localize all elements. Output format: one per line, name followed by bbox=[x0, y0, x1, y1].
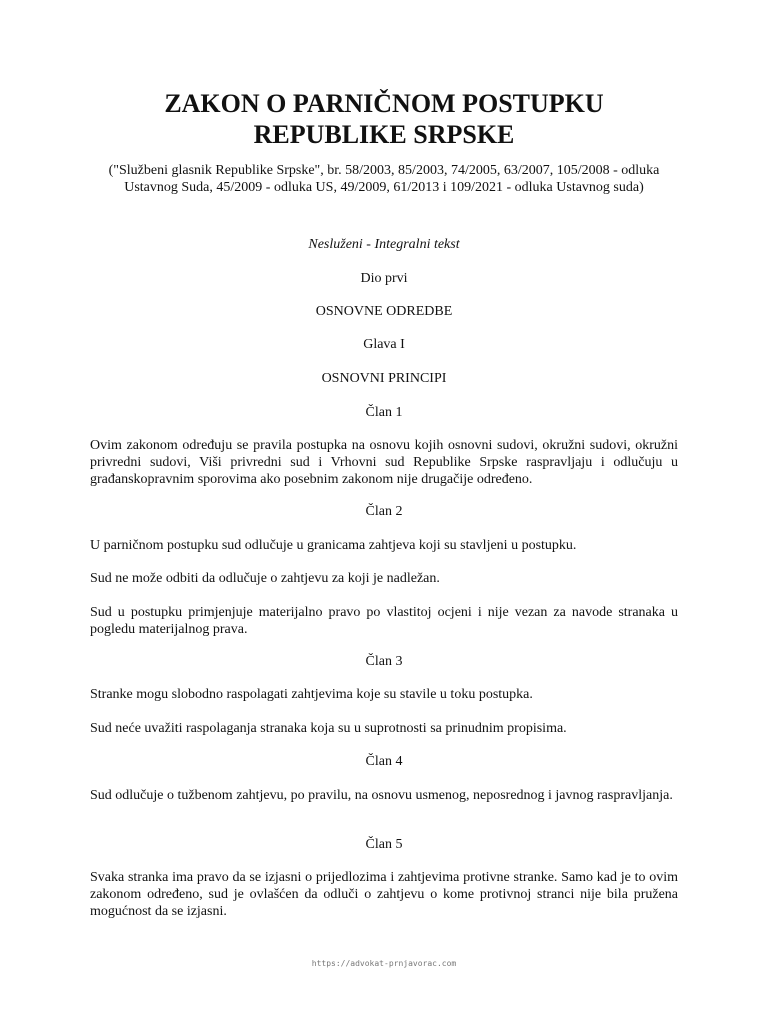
article-paragraph: Sud odlučuje o tužbenom zahtjevu, po pravilu, na osnovu usmenog, neposrednog i javnog raspravljanja. bbox=[90, 788, 673, 803]
article-paragraph: Sud neće uvažiti raspolaganja stranaka koja su u suprotnosti sa prinudnim propisima. bbox=[90, 721, 567, 736]
gazette-reference: ("Službeni glasnik Republike Srpske", br. 58/2003, 85/2003, 74/2005, 63/2007, 105/2008 - odluka Ustavnog Suda, 45/2009 - odluka US, 49/2009, 61/2013 i 109/2021 - odluka Ustavnog suda) bbox=[108, 163, 660, 195]
footer-url: https://advokat-prnjavorac.com bbox=[311, 959, 457, 968]
article-paragraph: Sud ne može odbiti da odlučuje o zahtjevu za koji je nadležan. bbox=[90, 571, 440, 586]
part-label: Dio prvi bbox=[360, 271, 408, 286]
article-paragraph: Stranke mogu slobodno raspolagati zahtjevima koje su stavile u toku postupka. bbox=[90, 687, 533, 702]
article-paragraph: U parničnom postupku sud odlučuje u granicama zahtjeva koji su stavljeni u postupku. bbox=[90, 538, 577, 553]
article-heading: Član 1 bbox=[365, 405, 403, 420]
article-paragraph: Svaka stranka ima pravo da se izjasni o prijedlozima i zahtjevima protivne stranke. Samo kad je to ovim zakonom određeno, sud je ovlašćen da odluči o zahtjevu o kome protivnoj stranci nije bila pružena mogućnost da se izjasni. bbox=[90, 870, 678, 919]
article-paragraph: Sud u postupku primjenjuje materijalno pravo po vlastitoj ocjeni i nije vezan za navode stranaka u pogledu materijalnog prava. bbox=[90, 605, 678, 637]
chapter-label: Glava I bbox=[363, 337, 405, 352]
document-title-line2: REPUBLIKE SRPSKE bbox=[253, 120, 515, 149]
article-heading: Član 2 bbox=[365, 504, 403, 519]
article-heading: Član 4 bbox=[365, 754, 403, 769]
unofficial-note: Nesluženi - Integralni tekst bbox=[308, 237, 460, 252]
article-heading: Član 3 bbox=[365, 654, 403, 669]
document-title-line1: ZAKON O PARNIČNOM POSTUPKU bbox=[164, 89, 604, 118]
article-heading: Član 5 bbox=[365, 837, 403, 852]
article-paragraph: Ovim zakonom određuju se pravila postupka na osnovu kojih osnovni sudovi, okružni sudovi, okružni privredni sudovi, Viši privredni sud i Vrhovni sud Republike Srpske raspravljaju i odlučuju u građanskopravnim sporovima ako posebnim zakonom nije drugačije određeno. bbox=[90, 438, 678, 487]
chapter-title: OSNOVNI PRINCIPI bbox=[321, 371, 447, 386]
part-title: OSNOVNE ODREDBE bbox=[315, 304, 453, 319]
